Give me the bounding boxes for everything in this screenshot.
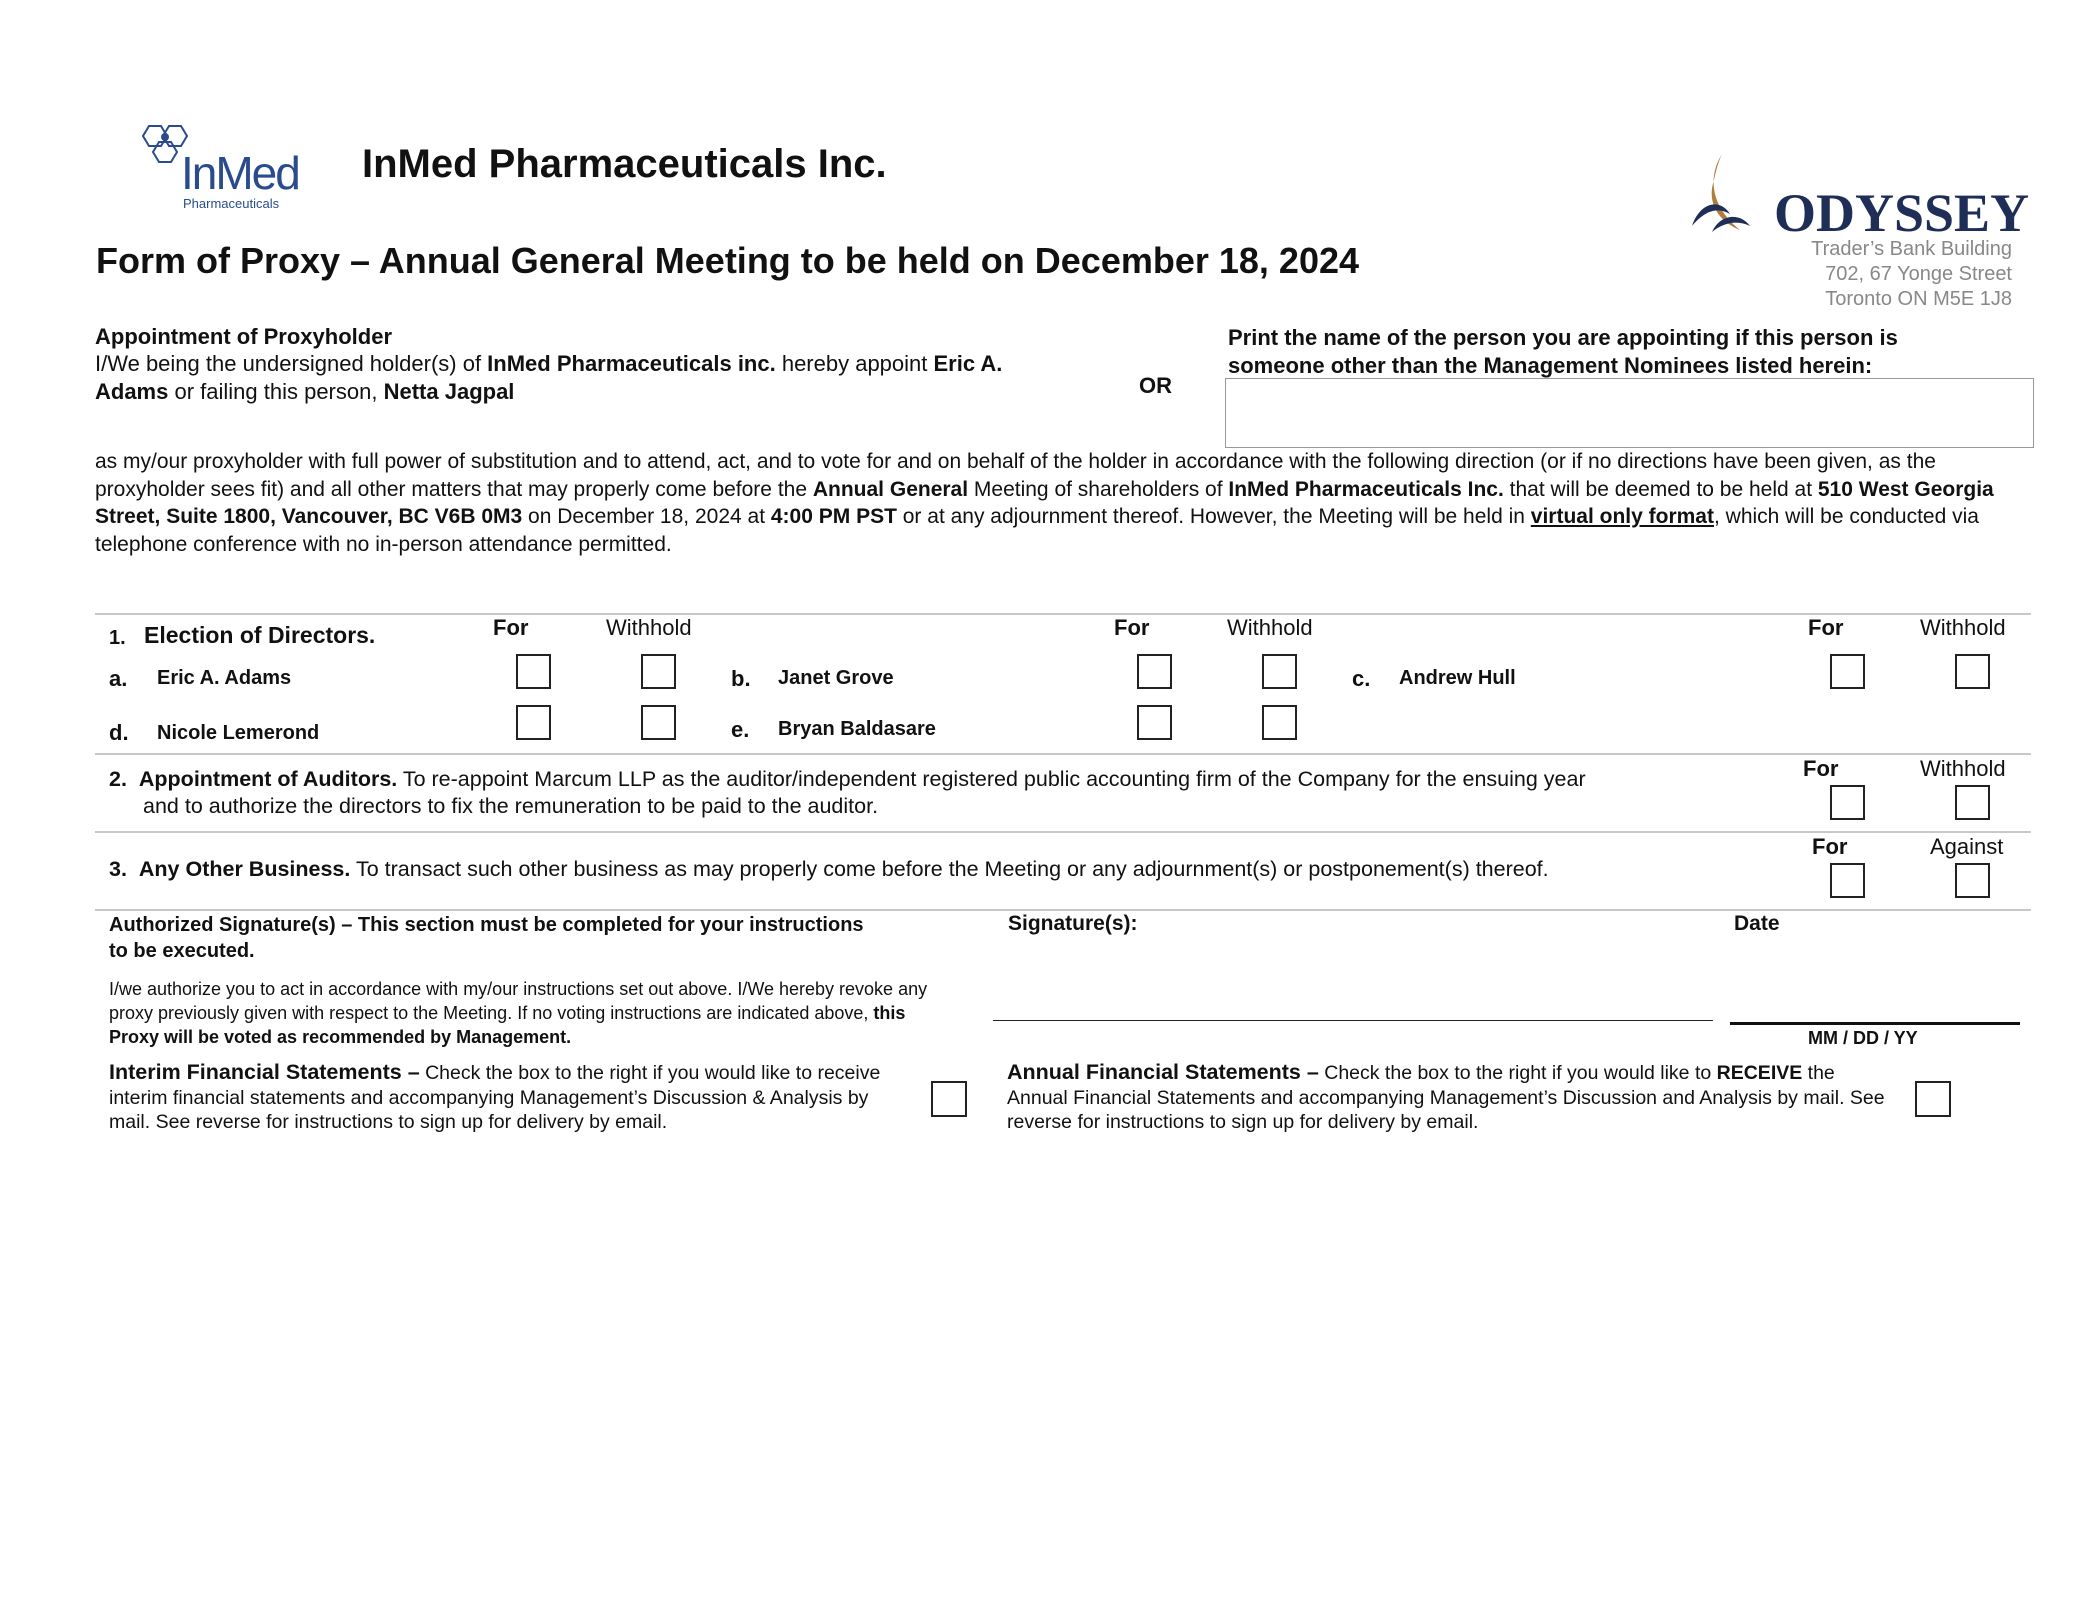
appointment-text-1: I/We being the undersigned holder(s) of [95, 351, 488, 376]
resolution-3-text-body: To transact such other business as may properly come before the Meeting or any adjournment(s) or postponement(s) thereof. [350, 857, 1549, 881]
nominee-d-letter: d. [109, 720, 129, 745]
appointment-text [95, 350, 1125, 406]
col-3-for-label: For [1808, 615, 1844, 640]
nominee-a-withhold-checkbox[interactable] [641, 654, 676, 689]
divider [95, 831, 2031, 833]
resolution-3-text [109, 857, 1829, 882]
authorize-text [109, 977, 929, 1049]
body-text-1: as my/our proxyholder with full power of substitution and to attend, act, and to vote for and on behalf of the holder in accordance with the following direction (or if no directions have been given, as the proxyholder sees fit) and all other matters that may properly come before the [95, 450, 1936, 501]
col-2-withhold-label: Withhold [1227, 615, 1313, 640]
resolution-3-title: Any Other Business. [138, 857, 351, 881]
appointment-nominee-2: Netta Jagpal [383, 379, 515, 404]
authorize-text-body: I/we authorize you to act in accordance with my/our instructions set out above. I/We hereby revoke any proxy previously given with respect to the Meeting. If no voting instructions are indicated above, [109, 979, 928, 1023]
proxyholder-name-input[interactable] [1225, 378, 2034, 448]
resolution-1-number: 1. [109, 627, 126, 649]
signature-line[interactable] [993, 1020, 1713, 1021]
appointment-company: InMed Pharmaceuticals inc. [487, 351, 776, 376]
nominee-b-for-checkbox[interactable] [1137, 654, 1172, 689]
print-name-line-2: someone other than the Management Nominees listed herein: [1228, 353, 1873, 378]
nominee-b-letter: b. [731, 666, 751, 691]
body-bold-2: InMed Pharmaceuticals Inc. [1228, 477, 1504, 501]
annual-financials-body-1: Check the box to the right if you would like to [1318, 1062, 1717, 1084]
authorize-text-bold: this Proxy will be voted as recommended by Management. [109, 1003, 906, 1047]
nominee-d-name: Nicole Lemerond [157, 722, 320, 744]
signatures-label: Signature(s): [1008, 912, 1138, 935]
body-text-4: on December 18, 2024 at [522, 505, 771, 528]
interim-financials-checkbox[interactable] [931, 1081, 967, 1117]
body-text-5: or at any adjournment thereof. However, the Meeting will be held in [896, 505, 1531, 528]
nominee-e-withhold-checkbox[interactable] [1262, 705, 1297, 740]
nominee-b-name: Janet Grove [778, 667, 894, 689]
col-2-for-label: For [1114, 615, 1150, 640]
nominee-c-letter: c. [1352, 666, 1371, 691]
other-for-label: For [1812, 834, 1848, 859]
inmed-logo [135, 118, 315, 218]
date-format: MM / DD / YY [1808, 1028, 1918, 1048]
col-3-withhold-label: Withhold [1920, 615, 2006, 640]
appointment-nominee-1b: Adams [95, 379, 169, 404]
appointment-text-3: or failing this person, [168, 379, 384, 404]
resolution-2-text-2: and to authorize the directors to fix the remuneration to be paid to the auditor. [143, 794, 879, 818]
signature-heading-line-1: Authorized Signature(s) – This section must be completed for your instructions [109, 914, 864, 936]
nominee-a-name: Eric A. Adams [157, 667, 292, 689]
resolution-3-number: 3. [109, 857, 127, 881]
nominee-a-for-checkbox[interactable] [516, 654, 551, 689]
resolution-2-number: 2. [109, 767, 127, 791]
print-name-line-1: Print the name of the person you are appointing if this person is [1228, 325, 1898, 350]
resolution-2-text-1: To re-appoint Marcum LLP as the auditor/independent registered public accounting firm of the Company for the ensuing year [397, 767, 1586, 791]
auditors-withhold-label: Withhold [1920, 756, 2006, 781]
nominee-e-for-checkbox[interactable] [1137, 705, 1172, 740]
agent-address-line-2: 702, 67 Yonge Street [1825, 263, 2012, 285]
resolution-2-title: Appointment of Auditors. [138, 767, 398, 791]
nominee-c-name: Andrew Hull [1399, 667, 1516, 689]
nominee-c-for-checkbox[interactable] [1830, 654, 1865, 689]
appointment-heading: Appointment of Proxyholder [95, 324, 392, 349]
body-bold-1: Annual General [812, 477, 969, 501]
nominee-d-withhold-checkbox[interactable] [641, 705, 676, 740]
signature-heading [109, 912, 999, 964]
odyssey-logo [1690, 152, 2030, 243]
annual-financials-receive: RECEIVE [1716, 1062, 1803, 1084]
resolution-2-text [109, 766, 1789, 820]
other-for-checkbox[interactable] [1830, 863, 1865, 898]
inmed-logo-text: InMed [181, 147, 299, 199]
auditors-withhold-checkbox[interactable] [1955, 785, 1990, 820]
meeting-address: 510 West Georgia Street, Suite 1800, Vancouver, BC V6B 0M3 [95, 477, 1994, 528]
nominee-d-for-checkbox[interactable] [516, 705, 551, 740]
interim-financials-body: Check the box to the right if you would like to receive interim financial statements and accompanying Management’s Discussion & Analysis by mail. See reverse for instructions to sign up for delivery by email. [109, 1062, 881, 1133]
interim-financials-text [109, 1060, 909, 1135]
agent-address-line-1: Trader’s Bank Building [1811, 238, 2012, 260]
nominee-a-letter: a. [109, 666, 128, 691]
issuer-name: InMed Pharmaceuticals Inc. [362, 142, 887, 186]
divider [95, 613, 2031, 615]
annual-financials-text [1007, 1060, 1887, 1135]
virtual-format: virtual only format [1530, 505, 1714, 528]
signature-heading-line-2: to be executed. [109, 940, 255, 962]
divider [95, 909, 2031, 911]
proxy-body-text [95, 448, 2040, 558]
divider [95, 753, 2031, 755]
appointment-text-2: hereby appoint [775, 351, 934, 376]
annual-financials-checkbox[interactable] [1915, 1081, 1951, 1117]
nominee-e-name: Bryan Baldasare [778, 718, 936, 740]
nominee-b-withhold-checkbox[interactable] [1262, 654, 1297, 689]
agent-address [1811, 237, 2012, 312]
meeting-time: 4:00 PM PST [770, 505, 897, 528]
inmed-logo-subtext: Pharmaceuticals [183, 196, 280, 211]
auditors-for-label: For [1803, 756, 1839, 781]
resolution-1-title: Election of Directors. [144, 622, 376, 648]
annual-financials-title: Annual Financial Statements – [1007, 1060, 1319, 1084]
other-against-label: Against [1930, 834, 2004, 859]
date-line[interactable] [1730, 1022, 2020, 1025]
odyssey-swoosh-icon [1690, 152, 1770, 238]
date-label: Date [1734, 912, 1780, 935]
form-title: Form of Proxy – Annual General Meeting to be held on December 18, 2024 [96, 240, 1360, 281]
col-1-withhold-label: Withhold [606, 615, 692, 640]
nominee-c-withhold-checkbox[interactable] [1955, 654, 1990, 689]
body-text-2: Meeting of shareholders of [968, 477, 1229, 501]
appointment-nominee-1a: Eric A. [933, 351, 1003, 376]
body-text-3: that will be deemed to be held at [1503, 477, 1818, 501]
annual-financials-body-2: the Annual Financial Statements and accompanying Management’s Discussion and Analysis by mail. See reverse for instructions to sign up for delivery by email. [1007, 1062, 1885, 1133]
nominee-e-letter: e. [731, 717, 750, 742]
body-text-6: , which will be conducted via telephone conference with no in-person attendance permitted. [95, 505, 1979, 556]
print-name-instruction [1228, 324, 1898, 380]
agent-address-line-3: Toronto ON M5E 1J8 [1825, 288, 2012, 310]
interim-financials-title: Interim Financial Statements – [109, 1060, 420, 1084]
col-1-for-label: For [493, 615, 529, 640]
other-against-checkbox[interactable] [1955, 863, 1990, 898]
odyssey-logo-text: ODYSSEY [1774, 183, 2030, 243]
auditors-for-checkbox[interactable] [1830, 785, 1865, 820]
or-label: OR [1139, 373, 1172, 398]
